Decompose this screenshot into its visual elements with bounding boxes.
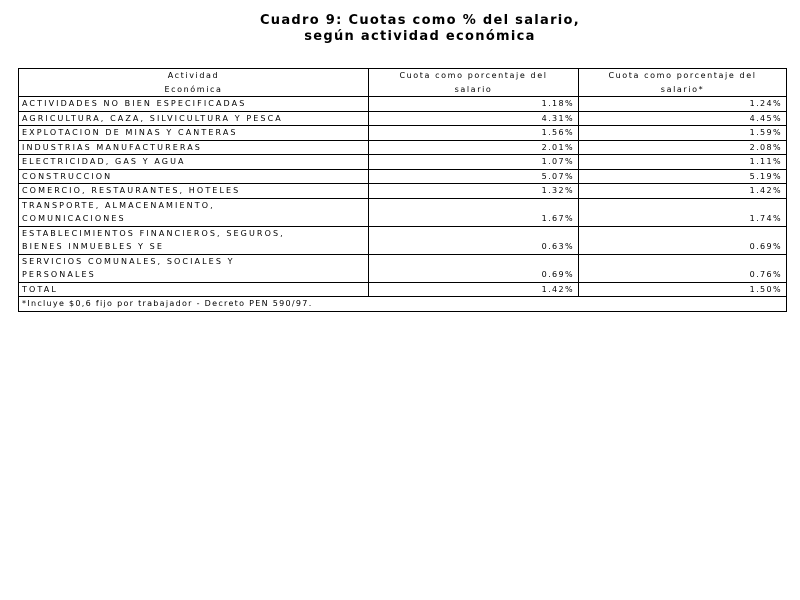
row-label-line: COMERCIO, RESTAURANTES, HOTELES [22, 186, 241, 195]
row-cuota-fijo: 5.19% [579, 169, 787, 184]
table-row [19, 140, 787, 155]
row-cuota-fijo: 0.69% [579, 226, 787, 254]
row-cuota: 0.69% [369, 254, 579, 282]
row-label [19, 226, 369, 254]
row-label [19, 126, 369, 141]
row-label-line: TRANSPORTE, ALMACENAMIENTO, [22, 200, 215, 210]
header-cuota-fijo [579, 69, 787, 97]
row-label-line: ACTIVIDADES NO BIEN ESPECIFICADAS [22, 99, 247, 108]
row-cuota: 0.63% [369, 226, 579, 254]
row-cuota: 1.42% [369, 282, 579, 297]
quota-table [18, 68, 787, 312]
row-cuota-fijo: 1.11% [579, 155, 787, 170]
row-label [19, 155, 369, 170]
row-cuota: 1.07% [369, 155, 579, 170]
row-cuota-fijo: 1.74% [579, 198, 787, 226]
header-cuota-fijo-line-2: salario* [660, 84, 705, 94]
row-label-line: ESTABLECIMIENTOS FINANCIEROS, SEGUROS, [22, 228, 285, 238]
row-label [19, 282, 369, 297]
row-cuota: 1.18% [369, 97, 579, 112]
row-cuota: 5.07% [369, 169, 579, 184]
row-cuota-fijo: 1.59% [579, 126, 787, 141]
row-cuota: 1.67% [369, 198, 579, 226]
row-cuota: 1.56% [369, 126, 579, 141]
table-row [19, 198, 787, 226]
row-cuota: 2.01% [369, 140, 579, 155]
row-label-line: INDUSTRIAS MANUFACTURERAS [22, 142, 202, 152]
table-row [19, 254, 787, 282]
table-row [19, 155, 787, 170]
row-cuota-fijo: 4.45% [579, 111, 787, 126]
table-row [19, 111, 787, 126]
footnote-row [19, 297, 787, 312]
row-label [19, 198, 369, 226]
title-line-1: Cuadro 9: Cuotas como % del salario, [259, 13, 581, 28]
row-label-line: BIENES INMUEBLES Y SE [22, 242, 165, 251]
row-label-line: PERSONALES [22, 270, 96, 279]
footnote: *Incluye $0,6 fijo por trabajador - Decreto PEN 590/97. [19, 297, 787, 312]
header-cuota [369, 69, 579, 97]
title-line-2: según actividad económica [304, 29, 536, 44]
table-header-row [19, 69, 787, 97]
row-cuota-fijo: 1.24% [579, 97, 787, 112]
row-cuota-fijo: 1.42% [579, 184, 787, 199]
row-cuota-fijo: 0.76% [579, 254, 787, 282]
header-cuota-fijo-line-1: Cuota como porcentaje del [608, 71, 757, 80]
row-label [19, 254, 369, 282]
row-cuota: 1.32% [369, 184, 579, 199]
row-cuota-fijo: 1.50% [579, 282, 787, 297]
row-label-line: CONSTRUCCION [22, 171, 113, 181]
header-actividad-line-2: Económica [164, 84, 223, 94]
header-actividad [19, 69, 369, 97]
row-label-line: SERVICIOS COMUNALES, SOCIALES Y [22, 256, 235, 266]
row-label-line: COMUNICACIONES [22, 214, 126, 223]
row-cuota: 4.31% [369, 111, 579, 126]
row-cuota-fijo: 2.08% [579, 140, 787, 155]
table-row [19, 184, 787, 199]
row-label-line: EXPLOTACION DE MINAS Y CANTERAS [22, 128, 238, 137]
table-title [0, 13, 800, 45]
row-label [19, 140, 369, 155]
table-row [19, 126, 787, 141]
row-label [19, 111, 369, 126]
row-label [19, 184, 369, 199]
row-label-line: TOTAL [22, 284, 58, 294]
table-row [19, 226, 787, 254]
header-cuota-line-1: Cuota como porcentaje del [399, 71, 548, 80]
table-row [19, 97, 787, 112]
row-label [19, 97, 369, 112]
header-actividad-line-1: Actividad [167, 71, 220, 80]
row-label [19, 169, 369, 184]
header-cuota-line-2: salario [454, 84, 493, 94]
row-label-line: AGRICULTURA, CAZA, SILVICULTURA Y PESCA [22, 113, 283, 123]
table-row [19, 282, 787, 297]
row-label-line: ELECTRICIDAD, GAS Y AGUA [22, 157, 186, 166]
table-row [19, 169, 787, 184]
